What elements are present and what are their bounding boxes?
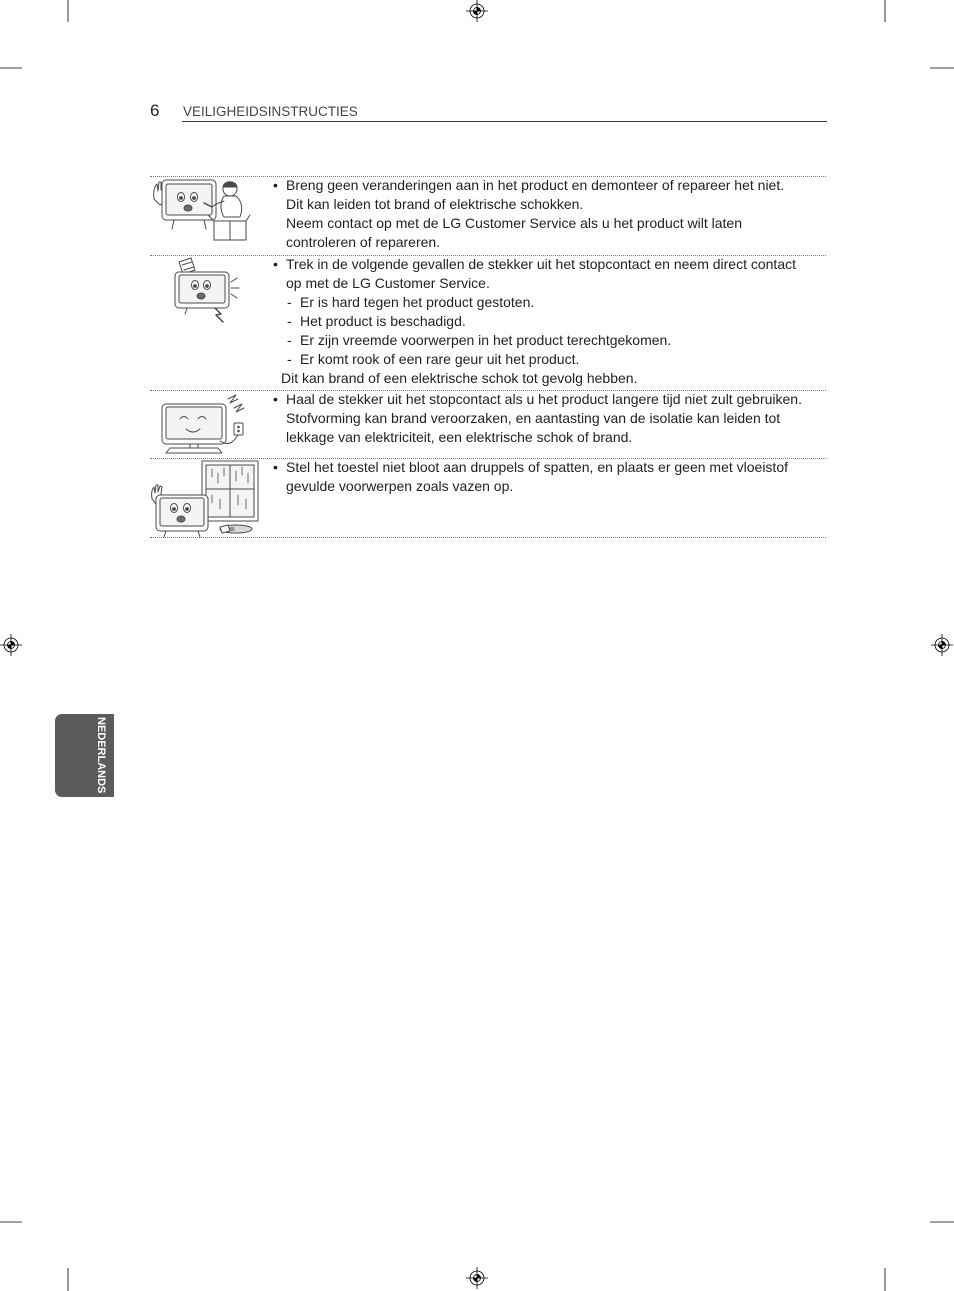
registration-mark-bottom (466, 1267, 488, 1289)
language-tab-label: NEDERLANDS (95, 717, 107, 794)
tv-mouth (184, 205, 192, 211)
instruction-sub-item: - Het product is beschadigd. (272, 312, 826, 331)
registration-mark-right (931, 634, 953, 656)
instruction-line: lekkage van elektriciteit, een elektrische schok of brand. (286, 429, 633, 445)
tv-water-illustration (150, 459, 260, 539)
instruction-line: Stofvorming kan brand veroorzaken, en aantasting van de isolatie kan leiden tot (286, 410, 781, 426)
tv-impact-illustration (165, 256, 240, 322)
tv-mouth (177, 516, 185, 522)
repairman-body (221, 196, 242, 217)
page-number: 6 (150, 101, 160, 120)
wall-outlet (234, 423, 243, 435)
instruction-item-4 (272, 458, 826, 496)
registration-mark-left (0, 634, 22, 656)
tv-screen (166, 407, 222, 439)
instruction-item-3 (272, 390, 826, 447)
registration-mark-top (466, 0, 488, 22)
instruction-sub-item: - Er is hard tegen het product gestoten. (272, 293, 826, 312)
instruction-sub-item: - Er komt rook of een rare geur uit het product. (272, 350, 826, 369)
section-title: VEILIGHEIDSINSTRUCTIES (183, 103, 358, 119)
instruction-line: op met de LG Customer Service. (286, 275, 490, 291)
instruction-note: Dit kan brand of een elektrische schok tot gevolg hebben. (281, 370, 638, 386)
instruction-line: • Haal de stekker uit het stopcontact als u het product langere tijd niet zult gebruiken. (272, 390, 826, 409)
instruction-line: • Trek in de volgende gevallen de stekker uit het stopcontact en neem direct contact (272, 255, 826, 274)
tv-mouth (197, 293, 205, 299)
instruction-sub-item: - Er zijn vreemde voorwerpen in het product terechtgekomen. (272, 331, 826, 350)
plug-shape (220, 525, 230, 533)
instruction-item-1 (272, 176, 826, 252)
instruction-line: • Stel het toestel niet bloot aan druppels of spatten, en plaats er geen met vloeistof (272, 458, 826, 477)
language-side-tab (55, 714, 114, 797)
instruction-line: • Breng geen veranderingen aan in het product en demonteer of repareer het niet. (272, 176, 826, 195)
tv-unplugged-illustration (158, 391, 254, 457)
header-rule (182, 121, 827, 122)
instruction-line: gevulde voorwerpen zoals vazen op. (286, 478, 514, 494)
sleep-zigzag (228, 395, 244, 412)
tv-stand-base (166, 448, 222, 453)
instruction-line: Neem contact op met de LG Customer Service als u het product wilt laten (286, 215, 742, 231)
instruction-line: Dit kan leiden tot brand of elektrische schokken. (286, 196, 584, 212)
lightning-shape (215, 308, 223, 322)
tv-disassembly-illustration (150, 177, 252, 243)
instruction-line: controleren of repareren. (286, 234, 441, 250)
instruction-item-2 (272, 255, 826, 388)
